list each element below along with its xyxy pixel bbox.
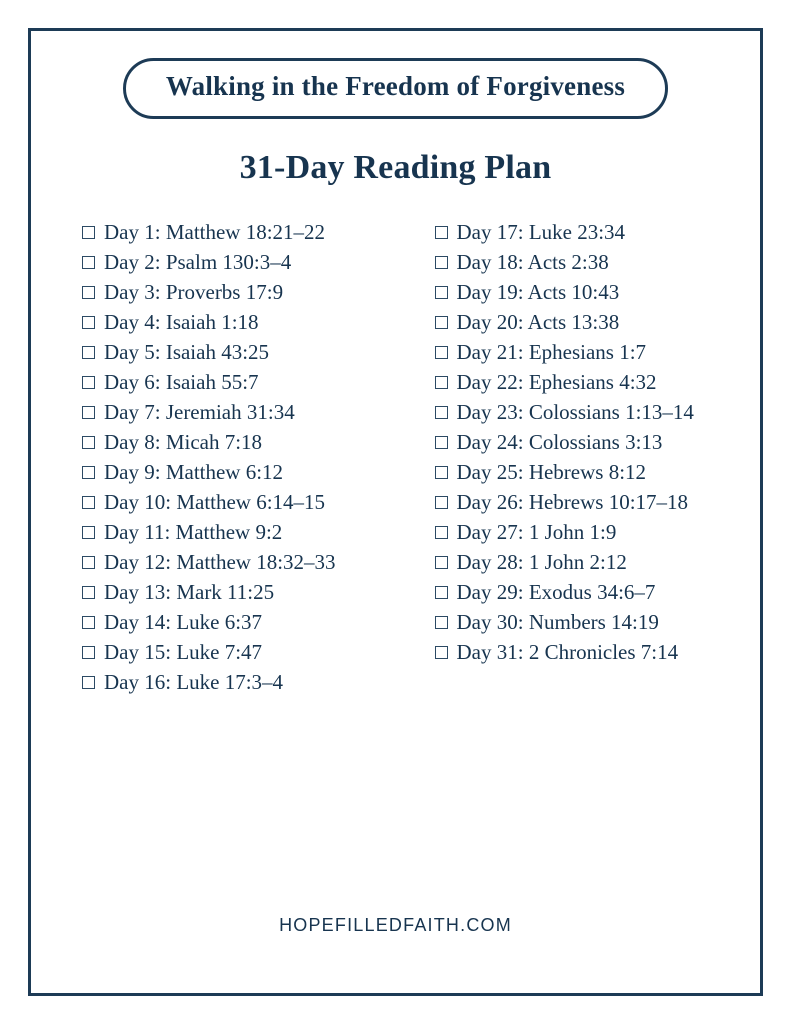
list-item[interactable] xyxy=(435,487,724,517)
list-item-label: Day 5: Isaiah 43:25 xyxy=(104,339,270,364)
list-item[interactable] xyxy=(82,307,403,337)
list-item-label: Day 29: Exodus 34:6–7 xyxy=(456,579,656,604)
checkbox-icon[interactable] xyxy=(82,616,95,629)
list-item[interactable] xyxy=(82,607,403,637)
checkbox-icon[interactable] xyxy=(435,376,448,389)
list-item-label: Day 25: Hebrews 8:12 xyxy=(456,459,647,484)
list-item[interactable] xyxy=(435,337,724,367)
list-item[interactable] xyxy=(82,427,403,457)
checkbox-icon[interactable] xyxy=(82,316,95,329)
list-item[interactable] xyxy=(435,367,724,397)
list-item-label: Day 26: Hebrews 10:17–18 xyxy=(456,489,689,514)
checkbox-icon[interactable] xyxy=(435,226,448,239)
list-item-label: Day 9: Matthew 6:12 xyxy=(104,459,284,484)
list-item[interactable] xyxy=(435,427,724,457)
list-item-label: Day 10: Matthew 6:14–15 xyxy=(104,489,326,514)
list-item-label: Day 6: Isaiah 55:7 xyxy=(104,369,259,394)
checkbox-icon[interactable] xyxy=(82,466,95,479)
checkbox-icon[interactable] xyxy=(435,556,448,569)
list-item-label: Day 11: Matthew 9:2 xyxy=(104,519,283,544)
list-item-label: Day 23: Colossians 1:13–14 xyxy=(456,399,694,424)
checkbox-icon[interactable] xyxy=(82,526,95,539)
list-item-label: Day 8: Micah 7:18 xyxy=(104,429,263,454)
list-item[interactable] xyxy=(435,247,724,277)
reading-plan-columns xyxy=(28,217,763,697)
list-item-label: Day 17: Luke 23:34 xyxy=(456,219,626,244)
list-item-label: Day 15: Luke 7:47 xyxy=(104,639,263,664)
list-item[interactable] xyxy=(435,307,724,337)
checkbox-icon[interactable] xyxy=(435,346,448,359)
page-subtitle: 31-Day Reading Plan xyxy=(239,148,552,186)
checkbox-icon[interactable] xyxy=(82,676,95,689)
list-item[interactable] xyxy=(82,547,403,577)
page-content xyxy=(28,28,763,996)
list-item-label: Day 3: Proverbs 17:9 xyxy=(104,279,284,304)
list-item[interactable] xyxy=(82,217,403,247)
list-item[interactable] xyxy=(82,637,403,667)
list-item-label: Day 2: Psalm 130:3–4 xyxy=(104,249,292,274)
list-item-label: Day 16: Luke 17:3–4 xyxy=(104,669,284,694)
checkbox-icon[interactable] xyxy=(82,226,95,239)
checkbox-icon[interactable] xyxy=(435,646,448,659)
list-item[interactable] xyxy=(435,277,724,307)
list-item[interactable] xyxy=(435,607,724,637)
list-item[interactable] xyxy=(435,547,724,577)
list-item-label: Day 13: Mark 11:25 xyxy=(104,579,275,604)
list-item[interactable] xyxy=(435,517,724,547)
list-item[interactable] xyxy=(435,637,724,667)
list-item-label: Day 12: Matthew 18:32–33 xyxy=(104,549,336,574)
checkbox-icon[interactable] xyxy=(435,286,448,299)
checkbox-icon[interactable] xyxy=(82,286,95,299)
checkbox-icon[interactable] xyxy=(435,526,448,539)
checkbox-icon[interactable] xyxy=(82,556,95,569)
list-item[interactable] xyxy=(82,577,403,607)
reading-plan-column-right xyxy=(403,217,724,697)
list-item[interactable] xyxy=(82,517,403,547)
page-title: Walking in the Freedom of Forgiveness xyxy=(165,71,626,101)
list-item-label: Day 27: 1 John 1:9 xyxy=(456,519,617,544)
list-item[interactable] xyxy=(82,667,403,697)
list-item[interactable] xyxy=(435,577,724,607)
list-item[interactable] xyxy=(435,457,724,487)
title-pill xyxy=(123,58,668,119)
list-item[interactable] xyxy=(82,487,403,517)
checkbox-icon[interactable] xyxy=(82,256,95,269)
checkbox-icon[interactable] xyxy=(435,586,448,599)
list-item-label: Day 14: Luke 6:37 xyxy=(104,609,263,634)
list-item[interactable] xyxy=(82,367,403,397)
list-item-label: Day 7: Jeremiah 31:34 xyxy=(104,399,295,424)
checkbox-icon[interactable] xyxy=(435,406,448,419)
list-item-label: Day 31: 2 Chronicles 7:14 xyxy=(456,639,679,664)
list-item-label: Day 22: Ephesians 4:32 xyxy=(456,369,657,394)
list-item[interactable] xyxy=(435,397,724,427)
list-item[interactable] xyxy=(82,397,403,427)
list-item-label: Day 18: Acts 2:38 xyxy=(456,249,609,274)
list-item[interactable] xyxy=(82,247,403,277)
footer-website: HOPEFILLEDFAITH.COM xyxy=(279,915,512,935)
list-item-label: Day 1: Matthew 18:21–22 xyxy=(104,219,326,244)
checkbox-icon[interactable] xyxy=(82,436,95,449)
title-banner xyxy=(28,58,763,119)
list-item-label: Day 24: Colossians 3:13 xyxy=(456,429,663,454)
checkbox-icon[interactable] xyxy=(82,376,95,389)
checkbox-icon[interactable] xyxy=(82,496,95,509)
list-item[interactable] xyxy=(82,277,403,307)
list-item-label: Day 30: Numbers 14:19 xyxy=(456,609,659,634)
checkbox-icon[interactable] xyxy=(435,316,448,329)
list-item[interactable] xyxy=(82,457,403,487)
checkbox-icon[interactable] xyxy=(435,436,448,449)
checkbox-icon[interactable] xyxy=(435,616,448,629)
checkbox-icon[interactable] xyxy=(82,646,95,659)
checkbox-icon[interactable] xyxy=(82,346,95,359)
reading-plan-column-left xyxy=(82,217,403,697)
list-item-label: Day 19: Acts 10:43 xyxy=(456,279,620,304)
list-item[interactable] xyxy=(435,217,724,247)
checkbox-icon[interactable] xyxy=(435,256,448,269)
checkbox-icon[interactable] xyxy=(435,466,448,479)
checkbox-icon[interactable] xyxy=(82,586,95,599)
list-item-label: Day 20: Acts 13:38 xyxy=(456,309,620,334)
list-item[interactable] xyxy=(82,337,403,367)
checkbox-icon[interactable] xyxy=(435,496,448,509)
list-item-label: Day 21: Ephesians 1:7 xyxy=(456,339,647,364)
checkbox-icon[interactable] xyxy=(82,406,95,419)
list-item-label: Day 4: Isaiah 1:18 xyxy=(104,309,259,334)
list-item-label: Day 28: 1 John 2:12 xyxy=(456,549,627,574)
